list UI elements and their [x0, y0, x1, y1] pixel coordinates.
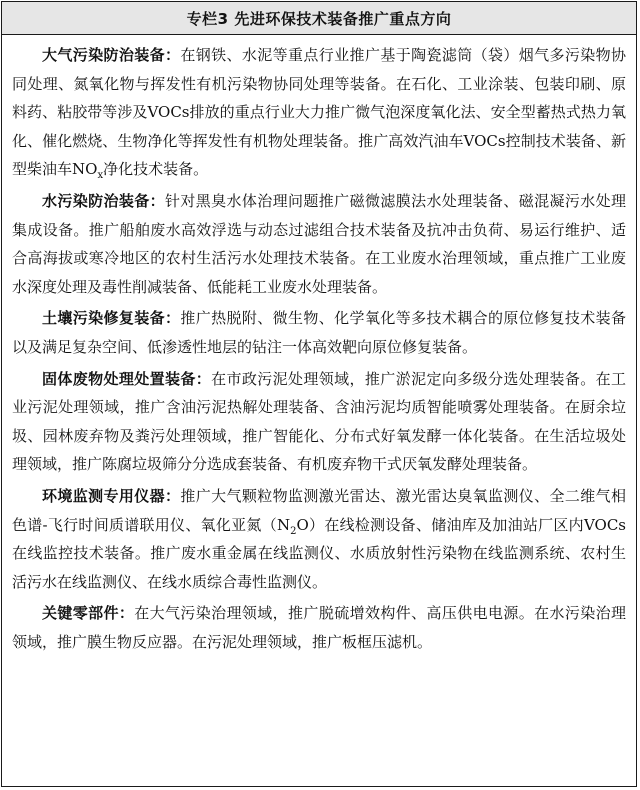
- section-term: 环境监测专用仪器：: [42, 486, 181, 505]
- section-text: 推广热脱附、微生物、化学氧化等多技术耦合的原位修复技术装备以及满足复杂空间、低渗透性地层的钻注一体高效靶向原位修复装备。: [12, 309, 626, 356]
- section-text: 在市政污泥处理领域，推广淤泥定向多级分选处理装备。在工业污泥处理领域，推广含油污泥热解处理装备、含油污泥均质智能喷雾处理装备。在厨余垃圾、园林废弃物及粪污处理领域，推广智能化、分布式好氧发酵一体化装备。在生活垃圾处理领域，推广陈腐垃圾筛分分选成套装备、有机废弃物干式厌氧发酵处理装备。: [12, 369, 626, 474]
- feature-box: [1, 1, 637, 787]
- section-solid-waste: [12, 365, 626, 479]
- section-term: 固体废物处理处置装备：: [42, 369, 212, 388]
- section-air-pollution: [12, 41, 626, 184]
- box-title: 专栏3 先进环保技术装备推广重点方向: [2, 2, 636, 35]
- section-text: 在钢铁、水泥等重点行业推广基于陶瓷滤筒（袋）烟气多污染物协同处理、氮氧化物与挥发性有机污染物协同处理等装备。在石化、工业涂装、包装印刷、原料药、粘胶带等涉及VOCs排放的重点行业大力推广微气泡深度氧化法、安全型蓄热式热力氧化、催化燃烧、生物净化等挥发性有机物处理装备。推广高效汽油车VOCs控制技术装备、新型柴油车: [12, 46, 626, 179]
- section-term: 大气污染防治装备：: [42, 46, 181, 64]
- section-water-pollution: [12, 187, 626, 301]
- section-text-tail: 净化技术装备。: [103, 160, 209, 179]
- section-term: 土壤污染修复装备：: [42, 309, 181, 328]
- section-term: 关键零部件：: [42, 604, 135, 623]
- section-env-monitoring: [12, 482, 626, 596]
- formula-nox: $NO_x$: [72, 160, 104, 182]
- section-text: 在大气污染治理领域，推广脱硫增效构件、高压供电电源。在水污染治理领域，推广膜生物反应器。在污泥处理领域，推广板框压滤机。: [12, 604, 626, 651]
- formula-n2o: $N_2O$: [276, 515, 309, 537]
- section-soil-remediation: [12, 304, 626, 361]
- section-term: 水污染防治装备：: [42, 191, 166, 210]
- section-text: 推广大气颗粒物监测激光雷达、激光雷达臭氧监测仪、全二维气相色谱-飞行时间质谱联用仪、氧化亚氮（: [12, 486, 626, 534]
- box-content: [2, 35, 636, 656]
- section-key-components: [12, 599, 626, 656]
- section-text-tail: ）在线检测设备、储油库及加油站厂区内VOCs在线监控技术装备。推广废水重金属在线监测仪、水质放射性污染物在线监测系统、农村生活污水在线监测仪、在线水质综合毒性监测仪。: [12, 515, 626, 591]
- section-text: 针对黑臭水体治理问题推广磁微滤膜法水处理装备、磁混凝污水处理集成设备。推广船舶废水高效浮选与动态过滤组合技术装备及抗冲击负荷、易运行维护、适合高海拔或寒冷地区的农村生活污水处理技术装备。在工业废水治理领域，重点推广工业废水深度处理及毒性削减装备、低能耗工业废水处理装备。: [12, 191, 626, 296]
